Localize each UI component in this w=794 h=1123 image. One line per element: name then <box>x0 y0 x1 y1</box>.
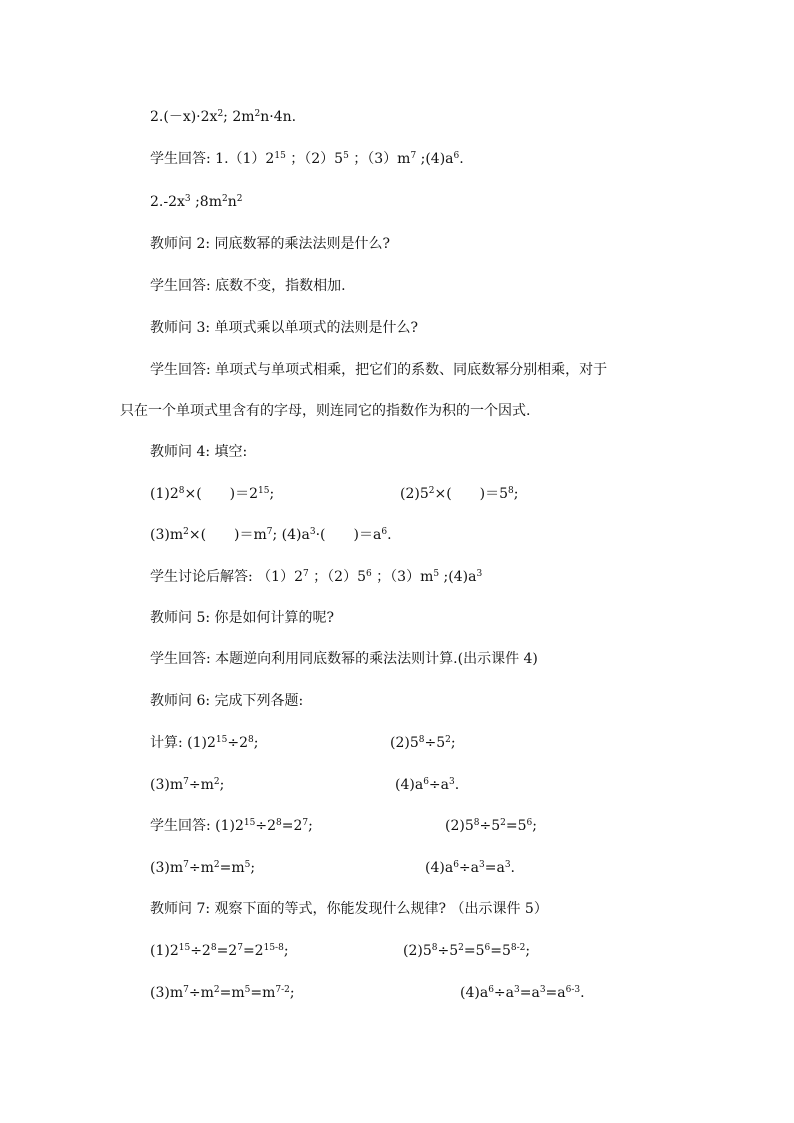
text-segment: =a <box>484 860 505 876</box>
text-segment: =a <box>545 985 566 1001</box>
text-segment: . <box>510 860 515 876</box>
text-segment: 教师问 4: 填空: <box>150 444 248 460</box>
text-segment: 学生回答: 本题逆向利用同底数幂的乘法法则计算.(出示课件 4) <box>150 651 538 667</box>
text-segment: ÷5 <box>437 943 459 959</box>
superscript: 2 <box>236 194 243 204</box>
text-segment: (2)5 <box>400 486 429 502</box>
text-segment: =2 <box>242 943 264 959</box>
text-line <box>150 484 274 504</box>
superscript: 2 <box>221 194 228 204</box>
text-segment: (2)5 <box>390 735 419 751</box>
superscript: 2 <box>213 777 220 787</box>
text-segment: ; <box>253 735 259 751</box>
text-segment: ; <box>289 985 295 1001</box>
superscript: 5 <box>244 860 251 870</box>
text-line <box>150 360 607 380</box>
text-line <box>150 775 224 795</box>
text-line <box>150 733 258 753</box>
superscript: 3 <box>479 860 485 870</box>
superscript: 15 <box>274 151 286 161</box>
text-segment: . <box>580 985 585 1001</box>
superscript: 7 <box>266 527 273 537</box>
superscript: 3 <box>514 985 520 995</box>
text-segment: ; <box>450 735 456 751</box>
superscript: 2 <box>500 818 506 828</box>
superscript: 7 <box>237 943 243 953</box>
superscript: 7 <box>183 985 189 995</box>
superscript: 2 <box>458 943 464 953</box>
text-segment: ×( )＝m <box>188 527 267 543</box>
text-line <box>150 567 482 587</box>
text-line <box>150 983 295 1003</box>
text-segment: =2 <box>281 818 303 834</box>
text-line <box>150 816 313 836</box>
superscript: 6 <box>381 527 388 537</box>
superscript: 3 <box>539 985 546 995</box>
text-line <box>150 858 255 878</box>
text-segment: 2.(－x)·2x <box>150 109 218 125</box>
superscript: 7 <box>302 569 309 579</box>
superscript: 5 <box>343 151 349 161</box>
text-line <box>150 234 390 254</box>
superscript: 3 <box>504 860 511 870</box>
text-line <box>150 525 392 545</box>
text-segment: 学生回答: 单项式与单项式相乘，把它们的系数、同底数幂分别相乘，对于 <box>150 362 608 378</box>
superscript: 8 <box>418 735 425 745</box>
text-line <box>150 442 247 462</box>
text-segment: ；（2）5 <box>285 151 344 167</box>
text-line <box>403 941 530 961</box>
superscript: 6 <box>526 818 533 828</box>
text-segment: (3)m <box>150 527 184 543</box>
text-segment: . <box>387 527 392 543</box>
text-segment: =5 <box>463 943 485 959</box>
text-segment: ;(4)a <box>439 569 477 585</box>
text-segment: 教师问 3: 单项式乘以单项式的法则是什么? <box>150 320 419 336</box>
text-segment: ；（3）m <box>371 569 434 585</box>
superscript: 8 <box>178 486 185 496</box>
text-segment: ;8m <box>190 194 222 210</box>
text-segment: =5 <box>490 943 511 959</box>
text-segment: ÷2 <box>190 943 211 959</box>
text-line <box>390 733 456 753</box>
text-segment: 教师问 7: 观察下面的等式，你能发现什么规律? （出示课件 5） <box>150 901 548 917</box>
text-segment: (3)m <box>150 777 184 793</box>
text-segment: (3)m <box>150 860 184 876</box>
superscript: 2 <box>183 527 189 537</box>
text-line <box>150 276 346 296</box>
text-segment: =2 <box>216 943 238 959</box>
text-line <box>400 484 519 504</box>
text-line <box>150 649 538 669</box>
superscript: 3 <box>184 194 191 204</box>
text-segment: ; <box>532 818 537 834</box>
text-segment: ÷5 <box>479 818 501 834</box>
superscript: 6 <box>453 860 459 870</box>
text-segment: (3)m <box>150 985 184 1001</box>
text-segment: ÷m <box>188 985 214 1001</box>
text-segment: ÷5 <box>424 735 446 751</box>
superscript: 2 <box>445 735 451 745</box>
superscript: 6 <box>423 777 429 787</box>
superscript: 2 <box>254 109 261 119</box>
text-segment: ; <box>525 943 531 959</box>
text-segment: ；（2）5 <box>308 569 366 585</box>
text-segment: 教师问 6: 完成下列各题: <box>150 693 304 709</box>
text-segment: ; <box>269 486 275 502</box>
superscript: 2 <box>428 486 435 496</box>
text-line <box>150 941 289 961</box>
text-segment: n <box>227 194 237 210</box>
superscript: 2 <box>217 109 224 119</box>
text-segment: . <box>459 151 464 167</box>
text-segment: ; <box>283 943 289 959</box>
superscript: 15 <box>178 943 191 953</box>
superscript: 7 <box>183 777 189 787</box>
text-line <box>445 816 537 836</box>
text-segment: ·( )＝a <box>315 527 382 543</box>
text-line <box>120 401 530 421</box>
superscript: 5 <box>244 985 251 995</box>
text-segment: n·4n. <box>260 109 297 125</box>
superscript: 8 <box>508 486 514 496</box>
superscript: 6 <box>453 151 460 161</box>
text-segment: (2)5 <box>445 818 474 834</box>
text-line <box>150 318 418 338</box>
text-segment: 学生回答: 底数不变，指数相加. <box>150 278 346 294</box>
superscript: 7-2 <box>275 985 290 995</box>
text-segment: ；（3）m <box>348 151 411 167</box>
superscript: 6 <box>488 985 494 995</box>
superscript: 3 <box>449 777 455 787</box>
superscript: 15 <box>258 486 270 496</box>
superscript: 8 <box>473 818 480 828</box>
text-segment: 学生讨论后解答: （1）2 <box>150 569 303 585</box>
text-line <box>150 192 242 212</box>
text-line <box>150 107 296 127</box>
text-segment: ÷2 <box>227 735 248 751</box>
superscript: 8 <box>431 943 438 953</box>
text-segment: (1)2 <box>150 486 179 502</box>
text-segment: ; 2m <box>223 109 255 125</box>
text-segment: ÷2 <box>255 818 276 834</box>
text-segment: ÷m <box>188 777 214 793</box>
text-segment: ÷a <box>493 985 514 1001</box>
text-segment: ; <box>308 818 313 834</box>
text-segment: ×( )＝5 <box>434 486 509 502</box>
superscript: 3 <box>309 527 316 537</box>
text-line <box>150 691 303 711</box>
text-segment: ; (4)a <box>272 527 310 543</box>
superscript: 2 <box>213 985 220 995</box>
text-segment: =a <box>519 985 540 1001</box>
text-segment: (4)a <box>425 860 454 876</box>
superscript: 6 <box>365 569 372 579</box>
superscript: 8 <box>248 735 254 745</box>
text-segment: =m <box>219 860 245 876</box>
superscript: 7 <box>410 151 417 161</box>
superscript: 15 <box>243 818 256 828</box>
superscript: 15 <box>215 735 228 745</box>
text-segment: 学生回答: (1)2 <box>150 818 244 834</box>
text-segment: (1)2 <box>150 943 179 959</box>
text-segment: ×( )＝2 <box>184 486 259 502</box>
text-segment: ÷a <box>428 777 449 793</box>
text-segment: =m <box>250 985 276 1001</box>
text-segment: 教师问 2: 同底数幂的乘法法则是什么? <box>150 236 391 252</box>
superscript: 8 <box>210 943 217 953</box>
superscript: 8 <box>276 818 282 828</box>
text-segment: ; <box>219 777 225 793</box>
text-line <box>150 149 464 169</box>
text-segment: 教师问 5: 你是如何计算的呢? <box>150 610 335 626</box>
superscript: 8-2 <box>510 943 526 953</box>
superscript: 2 <box>213 860 220 870</box>
text-segment: ;(4)a <box>416 151 454 167</box>
text-segment: =5 <box>505 818 527 834</box>
superscript: 3 <box>476 569 483 579</box>
text-segment: 2.-2x <box>150 194 185 210</box>
superscript: 6 <box>484 943 491 953</box>
text-segment: (4)a <box>395 777 424 793</box>
text-segment: (4)a <box>460 985 489 1001</box>
superscript: 15-8 <box>263 943 284 953</box>
superscript: 7 <box>302 818 309 828</box>
text-segment: 计算: (1)2 <box>150 735 216 751</box>
text-line <box>460 983 585 1003</box>
text-line <box>150 899 548 919</box>
text-segment: . <box>454 777 460 793</box>
text-line <box>395 775 459 795</box>
text-line <box>150 608 334 628</box>
text-segment: 只在一个单项式里含有的字母，则连同它的指数作为积的一个因式. <box>120 403 531 419</box>
superscript: 6-3 <box>565 985 581 995</box>
text-segment: ÷m <box>188 860 214 876</box>
superscript: 5 <box>433 569 440 579</box>
text-segment: 学生回答: 1.（1）2 <box>150 151 275 167</box>
text-segment: ; <box>250 860 256 876</box>
text-segment: =m <box>219 985 245 1001</box>
text-line <box>425 858 515 878</box>
text-segment: ÷a <box>458 860 479 876</box>
text-segment: ; <box>513 486 519 502</box>
text-segment: (2)5 <box>403 943 432 959</box>
superscript: 7 <box>183 860 189 870</box>
